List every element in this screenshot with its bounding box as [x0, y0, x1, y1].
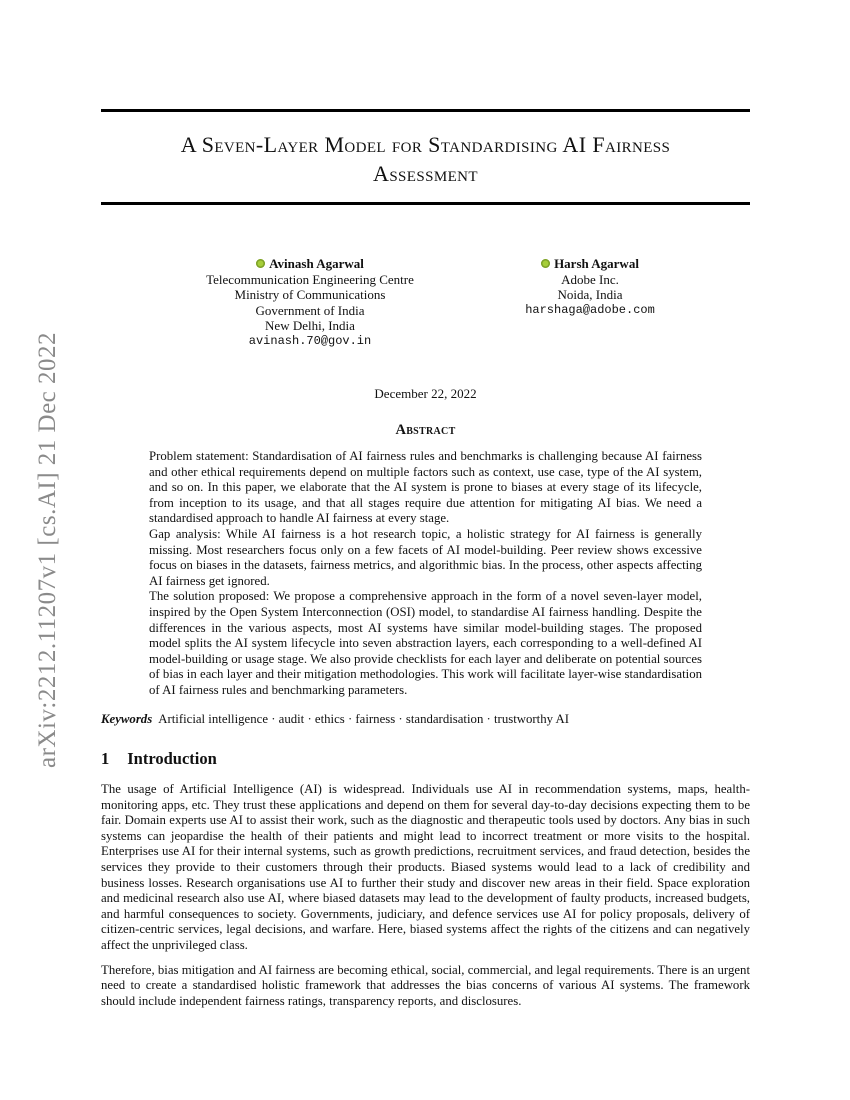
affiliation-line: Adobe Inc.: [561, 271, 619, 287]
author-block-1: [190, 256, 430, 349]
abstract-paragraph: Problem statement: Standardisation of AI fairness rules and benchmarks is challenging because AI fairness and other ethical requirements depend on multiple factors such as context, use case, type of the AI system, and so on. In this paper, we elaborate that the AI system is prone to biases at every stage of its lifecycle, from inception to its usage, and that all stages require due attention for mitigating AI bias. We need a standardised approach to handle AI fairness at every stage.: [149, 449, 702, 526]
title-line-2: Assessment: [373, 161, 478, 186]
abstract-paragraph: Gap analysis: While AI fairness is a hot research topic, a holistic strategy for AI fairness is generally missing. Most researchers focus only on a few facets of AI model-building. Peer review shows excessive focus on biases in the datasets, fairness metrics, and algorithmic bias. In the process, other aspects affecting AI fairness get ignored.: [149, 526, 702, 588]
keywords: [101, 712, 750, 727]
affiliation-line: New Delhi, India: [265, 318, 355, 334]
keywords-label: Keywords: [101, 712, 153, 726]
orcid-icon[interactable]: [541, 259, 550, 268]
paper-title: [101, 130, 750, 188]
abstract-body: [149, 449, 702, 699]
affiliation-line: Noida, India: [557, 287, 623, 303]
orcid-icon[interactable]: [256, 259, 265, 268]
body-paragraph: The usage of Artificial Intelligence (AI) is widespread. Individuals use AI in recommendation systems, maps, health-monitoring apps, etc. They trust these applications and depend on them for several day-to-day decisions expecting them to be fair. Domain experts use AI to assist their work, such as the diagnostic and therapeutic tools used by doctors. Any bias in such systems can jeopardise the health of their patients and might lead to incorrect treatment or more visits to the hospital. Enterprises use AI for their internal systems, such as growth predictions, recruitment services, and fraud detection, besides the services they provide to their customers through their products. Biased systems would lead to a lack of credibility and business losses. Research organisations use AI to further their study and discover new areas in their field. Space exploration and medicinal research also use AI, where biased datasets may lead to the development of faulty products, increased budgets, and harmful consequences to society. Governments, judiciary, and defence services use AI for policy proposals, delivery of citizen-centric services, legal decisions, and warfare. Here, biased systems affect the rights of the citizens and can negatively affect the unprivileged class.: [101, 782, 750, 952]
section-heading: [101, 749, 217, 769]
abstract-paragraph: The solution proposed: We propose a comprehensive approach in the form of a novel seven-layer model, inspired by the Open System Interconnection (OSI) model, to standardise AI fairness handling. Despite the differences in the various aspects, most AI systems have similar model-building stages. The proposed model splits the AI system lifecycle into seven abstraction layers, each corresponding to a well-defined AI model-building or usage stage. We also provide checklists for each layer and deliberate on potential sources of bias in each layer and their mitigation methodologies. This work will facilitate layer-wise standardisation of AI fairness rules and benchmarking parameters.: [149, 589, 702, 697]
arxiv-identifier: arXiv:2212.11207v1 [cs.AI] 21 Dec 2022: [34, 331, 61, 769]
abstract-heading: Abstract: [395, 422, 456, 438]
section-number: 1: [101, 749, 110, 768]
body-paragraph: Therefore, bias mitigation and AI fairness are becoming ethical, social, commercial, and legal requirements. There is an urgent need to create a standardised holistic framework that addresses the bias concerns of various AI systems. The framework should include independent fairness ratings, transparency reports, and disclosures.: [101, 962, 750, 1008]
author-name-line: [256, 256, 364, 272]
affiliation-line: Telecommunication Engineering Centre: [206, 271, 414, 287]
author-name-line: [541, 256, 639, 272]
affiliation-line: Ministry of Communications: [234, 287, 386, 303]
title-rule-bottom: [101, 202, 750, 205]
author-name: Avinash Agarwal: [269, 256, 364, 271]
section-body: [101, 782, 750, 1018]
section-title: Introduction: [127, 749, 217, 768]
keywords-list: Artificial intelligence · audit · ethics · fairness · standardisation · trustworthy AI: [158, 712, 570, 726]
author-email[interactable]: avinash.70@gov.in: [248, 333, 372, 348]
author-name: Harsh Agarwal: [554, 256, 639, 271]
author-email[interactable]: harshaga@adobe.com: [525, 302, 655, 317]
publication-date: December 22, 2022: [374, 386, 477, 401]
title-line-1: A Seven-Layer Model for Standardising AI Fairness: [180, 132, 671, 157]
title-rule-top: [101, 109, 750, 112]
affiliation-line: Government of India: [255, 302, 365, 318]
author-block-2: [500, 256, 680, 318]
